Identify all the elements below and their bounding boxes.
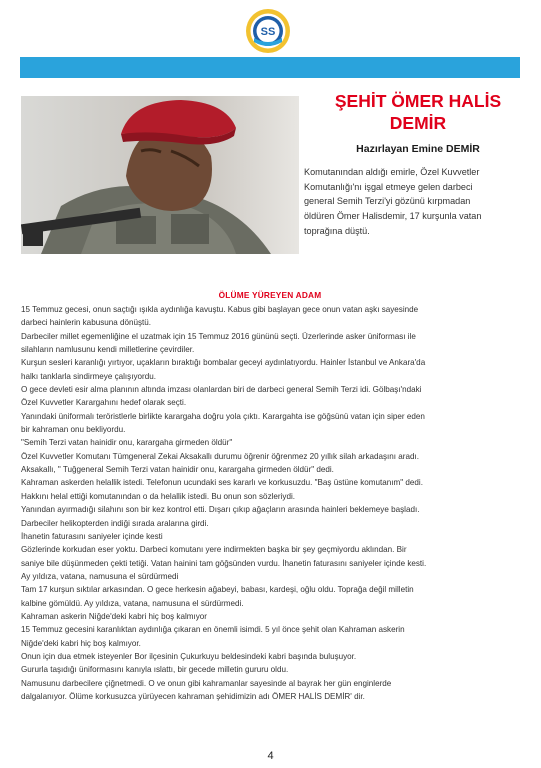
- intro-paragraph: [304, 165, 520, 239]
- intro-line: Komutanlığı'nı işgal etmeye gelen darbeci: [304, 181, 473, 192]
- body-line: 15 Temmuz gecesi, onun saçtığı ışıkla aydınlığa kavuştu. Kabus gibi başlayan gece onun vatan aşkı sayesinde: [21, 305, 419, 314]
- body-line: Kahraman askerden helallik istedi. Telefonun ucundaki ses kararlı ve korkusuzdu. "Baş üstüne komutanım" dedi.: [21, 478, 423, 488]
- body-line: Niğde'deki kabri hiç boş kalmıyor.: [21, 638, 141, 648]
- body-line: bir kahraman onu bekliyordu.: [21, 425, 126, 435]
- body-line: saniye bile düşünmeden çekti tetiği. Vatan hainini tam göğsünden vurdu. İhanetin faturasını saniyeler içinde kesti.: [21, 558, 427, 568]
- intro-line: general Semih Terzi'yi gözünü kırpmadan: [304, 196, 471, 207]
- body-line: darbeci hainlerin kabusuna dönüştü.: [21, 318, 152, 328]
- author-byline: Hazırlayan Emine DEMİR: [356, 143, 480, 155]
- soldier-portrait-image: [21, 96, 299, 254]
- article-title: [318, 90, 518, 134]
- body-line: Özel Kuvvetler Komutanı Tümgeneral Zekai Aksakallı durumu öğrenir öğrenmez 20 yıllık silah arkadaşını aradı.: [21, 451, 419, 461]
- article-title-line1: ŞEHİT ÖMER HALİS: [334, 91, 502, 111]
- body-line: Ay yıldıza, vatana, namusuna el sürdürmedi: [21, 571, 179, 581]
- body-line: Gözlerinde korkudan eser yoktu. Darbeci komutanı yere indirmekten başka bir şey geçmiyordu aklından. Bir: [21, 545, 407, 555]
- intro-line: toprağına düştü.: [304, 225, 370, 236]
- body-line: Darbeciler millet egemenliğine el uzatmak için 15 Temmuz 2016 gününü seçti. Üzerlerinde asker üniforması ile: [21, 331, 416, 341]
- article-body: [21, 303, 521, 703]
- header-bar: [20, 57, 520, 78]
- body-line: Yanından ayırmadığı silahını son bir kez kontrol etti. Dışarı çıkıp ağaçların arasında hainleri beklemeye başladı.: [21, 505, 420, 515]
- body-line: "Semih Terzi vatan hainidir onu, karargaha girmeden öldür": [21, 438, 233, 448]
- body-line: dalgalanıyor. Ölüme korkusuzca yürüyecen kahraman şehidimizin adı ÖMER HALİS DEMİR' dir.: [21, 691, 365, 701]
- body-line: İhanetin faturasını saniyeler içinde kesti: [21, 531, 163, 541]
- svg-text:SS: SS: [260, 26, 276, 38]
- body-line: kalbine gömüldü. Ay yıldıza, vatana, namusuna el sürdürmedi.: [21, 598, 244, 608]
- body-line: Yanındaki üniformalı teröristlerle birlikte karargaha doğru yola çıktı. Karargahta ise göğsünü vatan için siper eden: [21, 411, 425, 421]
- intro-line: Komutanından aldığı emirle, Özel Kuvvetler: [304, 167, 480, 177]
- body-line: Darbeciler helikopterden indiği sırada aralarına girdi.: [21, 518, 209, 528]
- body-line: Hakkını helal ettiği komutanından o da helallik istedi. Bu onun son sözleriydi.: [21, 491, 295, 501]
- body-line: O gece devleti esir alma planının altında imzası olanlardan biri de darbeci general Semih Terzi idi. Gölbaşı'ndaki: [21, 385, 422, 395]
- body-line: Aksakallı, " Tuğgeneral Semih Terzi vatan hainidir onu, karargaha girmeden öldür" dedi.: [21, 465, 334, 475]
- body-line: halkı tanklarla sindirmeye çalışıyordu.: [21, 371, 156, 381]
- body-line: Tam 17 kurşun sıktılar arkasından. O gece herkesin ağabeyi, babası, kardeşi, oğlu oldu. Toprağa değil milletin: [21, 585, 414, 595]
- article-title-line2: DEMİR: [389, 113, 447, 133]
- body-line: 15 Temmuz gecesini karanlıktan aydınlığa çıkaran en önemli isimdi. 5 yıl önce şehit olan Kahraman askerin: [21, 625, 405, 635]
- page-number: 4: [267, 750, 274, 762]
- section-heading: ÖLÜME YÜREYEN ADAM: [218, 290, 322, 300]
- body-line: Kahraman askerin Niğde'deki kabri hiç boş kalmıyor: [21, 611, 207, 621]
- body-line: Namusunu darbecilere çiğnetmedi. O ve onun gibi kahramanlar sayesinde al bayrak her gün enginlerde: [21, 678, 392, 688]
- school-emblem-icon: [245, 8, 291, 54]
- body-line: silahların namlusunu kendi milletlerine çevirdiler.: [21, 345, 195, 355]
- body-line: Özel Kuvvetler Karargahını hedef olarak seçti.: [21, 398, 187, 408]
- body-line: Onun için dua etmek isteyenler Bor ilçesinin Çukurkuyu beldesindeki kabri başında buluşuyor.: [21, 651, 357, 661]
- intro-line: öldüren Ömer Halisdemir, 17 kurşunla vatan: [304, 211, 482, 222]
- body-line: Gururla taşıdığı üniformasını kanıyla ıslattı, bir gecede milletin gururu oldu.: [21, 665, 289, 675]
- body-line: Kurşun sesleri karanlığı yırtıyor, uçakların bıraktığı bombalar geceyi aydınlatıyordu. Hainler İstanbul ve Ankara'da: [21, 358, 426, 368]
